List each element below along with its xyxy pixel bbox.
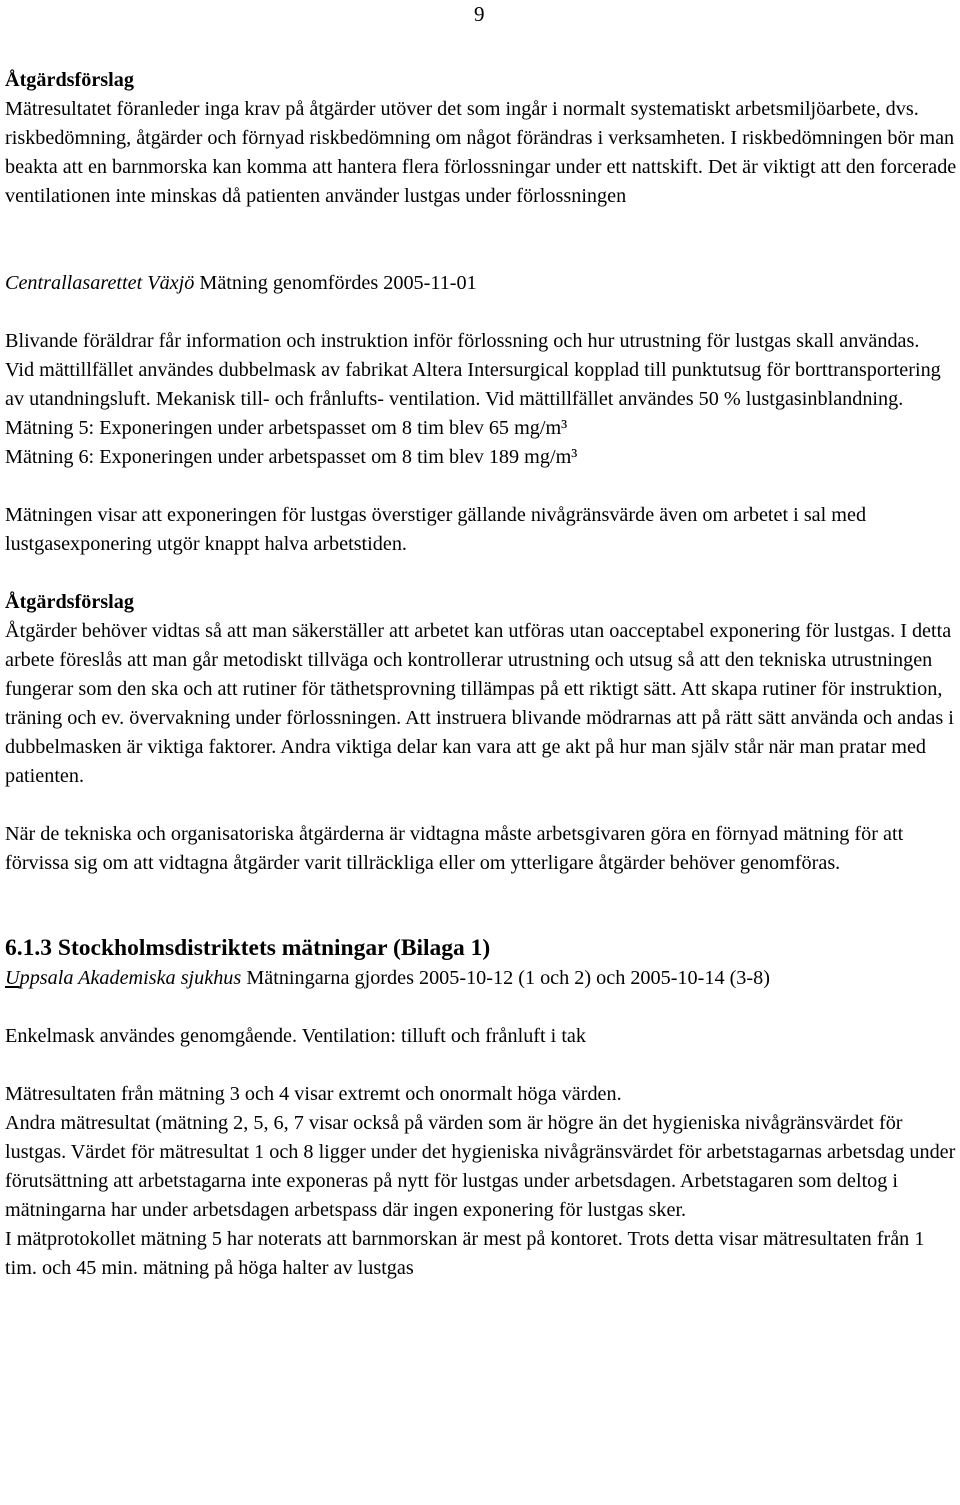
paragraph-parents-info: Blivande föräldrar får information och instruktion inför förlossning och hur utrustning för lustgas skall användas. xyxy=(5,330,920,352)
paragraph-conclusion-vaxjo: Mätningen visar att exponeringen för lustgas överstiger gällande nivågränsvärde även om arbetet i sal med lustgasexponering utgör knappt halva arbetstiden. xyxy=(5,504,867,555)
paragraph-mask-ventilation: Enkelmask användes genomgående. Ventilation: tilluft och frånluft i tak xyxy=(5,1025,586,1047)
paragraph-results-3-4: Mätresultaten från mätning 3 och 4 visar extremt och onormalt höga värden. xyxy=(5,1083,622,1105)
paragraph-mask-details: Vid mättillfället användes dubbelmask av fabrikat Altera Intersurgical kopplad till punktutsug för borttransportering av utandningsluft. Mekanisk till- och frånlufts- ventilation. Vid mättillfället användes 50 % lustgasinblandning. xyxy=(5,359,941,410)
spacer xyxy=(5,1051,957,1080)
spacer xyxy=(5,298,957,327)
heading-atgardsforslag-1: Åtgärdsförslag xyxy=(5,69,134,91)
place-name-uppsala-initial: U xyxy=(5,967,20,989)
paragraph-vaxjo-measurement xyxy=(5,269,957,298)
measurement-6: Mätning 6: Exponeringen under arbetspasset om 8 tim blev 189 mg/m³ xyxy=(5,446,578,468)
measurement-date-vaxjo: Mätning genomfördes 2005-11-01 xyxy=(194,272,477,294)
document-body xyxy=(5,66,957,1283)
spacer xyxy=(5,211,957,269)
paragraph-followup: När de tekniska och organisatoriska åtgärderna är vidtagna måste arbetsgivaren göra en förnyad mätning för att förvissa sig om att vidtagna åtgärder varit tillräckliga eller om ytterligare åtgärder behöver genomföras. xyxy=(5,823,904,874)
spacer xyxy=(5,878,957,932)
spacer xyxy=(5,993,957,1022)
measurement-5: Mätning 5: Exponeringen under arbetspasset om 8 tim blev 65 mg/m³ xyxy=(5,417,568,439)
section-title: 6.1.3 Stockholmsdistriktets mätningar (Bilaga 1) xyxy=(5,935,491,961)
paragraph-protocol-note: I mätprotokollet mätning 5 har noterats att barnmorskan är mest på kontoret. Trots detta visar mätresultaten från 1 tim. och 45 min. mätning på höga halter av lustgas xyxy=(5,1228,925,1279)
spacer xyxy=(5,559,957,588)
place-name-vaxjo: Centrallasarettet Växjö xyxy=(5,272,195,294)
measurement-dates-uppsala: Mätningarna gjordes 2005-10-12 (1 och 2) och 2005-10-14 (3-8) xyxy=(241,967,770,989)
page-number: 9 xyxy=(474,2,485,26)
spacer xyxy=(5,791,957,820)
paragraph-atgardsforslag-2: Åtgärder behöver vidtas så att man säkerställer att arbetet kan utföras utan oacceptabel exponering för lustgas. I detta arbete föreslås att man går metodiskt tillväga och kontrollerar utrustning och utsug så att den tekniska utrustningen fungerar som den ska och att rutiner för täthetsprovning tillämpas på ett riktigt sätt. Att skapa rutiner för instruktion, träning och ev. övervakning under förlossningen. Att instruera blivande mödrarnas att på rätt sätt använda och andas i dubbelmasken är viktiga faktorer. Andra viktiga delar kan vara att ge akt på hur man själv står när man pratar med patienten. xyxy=(5,620,954,787)
heading-atgardsforslag-2: Åtgärdsförslag xyxy=(5,591,134,613)
paragraph-other-results: Andra mätresultat (mätning 2, 5, 6, 7 visar också på värden som är högre än det hygieniska nivågränsvärdet för lustgas. Värdet för mätresultat 1 och 8 ligger under det hygieniska nivågränsvärdet för arbetstagarnas arbetsdag under förutsättning att arbetstagarna inte exponeras på nytt för lustgas under arbetsdagen. Arbetstagaren som deltog i mätningarna har under arbetsdagen arbetspass där ingen exponering för lustgas sker. xyxy=(5,1112,956,1221)
paragraph-atgardsforslag-1: Mätresultatet föranleder inga krav på åtgärder utöver det som ingår i normalt systematiskt arbetsmiljöarbete, dvs. riskbedömning, åtgärder och förnyad riskbedömning om något förändras i verksamheten. I riskbedömningen bör man beakta att en barnmorska kan komma att hantera flera förlossningar under ett nattskift. Det är viktigt att den forcerade ventilationen inte minskas då patienten använder lustgas under förlossningen xyxy=(5,98,957,207)
paragraph-uppsala-measurement xyxy=(5,964,957,993)
spacer xyxy=(5,472,957,501)
place-name-uppsala: ppsala Akademiska sjukhus xyxy=(19,967,242,989)
